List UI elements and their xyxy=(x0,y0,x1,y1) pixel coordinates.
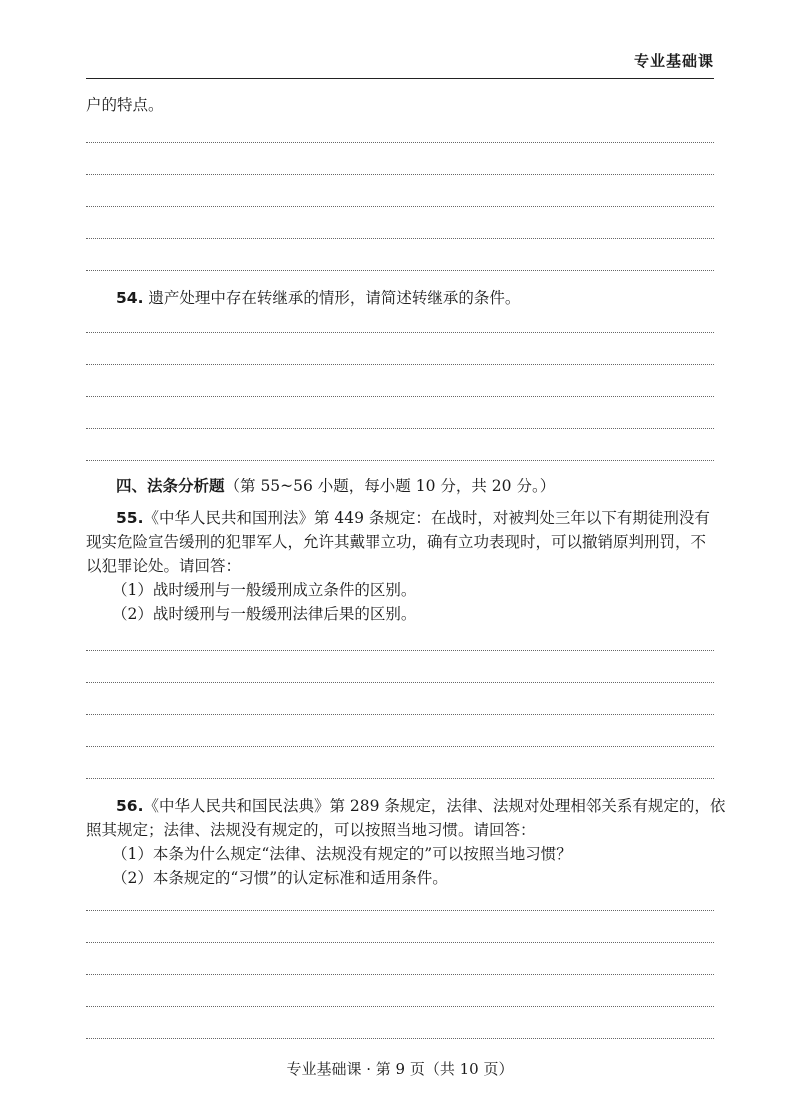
answer-line[interactable] xyxy=(86,174,714,175)
answer-line[interactable] xyxy=(86,942,714,943)
answer-line[interactable] xyxy=(86,974,714,975)
question-55-line3: 以犯罪论处。请回答： xyxy=(86,557,242,575)
question-56-text-1: 《中华人民共和国民法典》第 289 条规定，法律、法规对处理相邻关系有规定的，依 xyxy=(143,797,726,815)
question-56-line1 xyxy=(116,796,725,816)
question-54-number: 54. xyxy=(116,289,144,307)
answer-line[interactable] xyxy=(86,270,714,271)
question-56-line2: 照其规定；法律、法规没有规定的，可以按照当地习惯。请回答： xyxy=(86,821,536,839)
answer-line[interactable] xyxy=(86,1038,714,1039)
answer-line[interactable] xyxy=(86,364,714,365)
answer-line[interactable] xyxy=(86,778,714,779)
answer-line[interactable] xyxy=(86,142,714,143)
section-4-heading xyxy=(116,476,555,496)
question-56-number: 56. xyxy=(116,797,144,815)
intro-tail-text: 户的特点。 xyxy=(86,96,164,114)
answer-line[interactable] xyxy=(86,746,714,747)
question-56-sub1: （1）本条为什么规定“法律、法规没有规定的”可以按照当地习惯？ xyxy=(112,845,572,863)
answer-line[interactable] xyxy=(86,714,714,715)
answer-line[interactable] xyxy=(86,650,714,651)
question-54-text: 遗产处理中存在转继承的情形，请简述转继承的条件。 xyxy=(148,289,521,307)
answer-line[interactable] xyxy=(86,206,714,207)
header-title: 专业基础课 xyxy=(633,52,714,70)
question-55-text-1: 《中华人民共和国刑法》第 449 条规定：在战时，对被判处三年以下有期徒刑没有 xyxy=(143,509,710,527)
section-4-title: 四、法条分析题 xyxy=(116,477,225,495)
page-footer: 专业基础课 · 第 9 页（共 10 页） xyxy=(286,1060,514,1078)
question-55-line2: 现实危险宣告缓刑的犯罪军人，允许其戴罪立功，确有立功表现时，可以撤销原判刑罚，不 xyxy=(86,533,707,551)
question-55-sub1: （1）战时缓刑与一般缓刑成立条件的区别。 xyxy=(112,581,417,599)
question-55-number: 55. xyxy=(116,509,144,527)
answer-line[interactable] xyxy=(86,332,714,333)
answer-line[interactable] xyxy=(86,1006,714,1007)
answer-line[interactable] xyxy=(86,238,714,239)
answer-line[interactable] xyxy=(86,428,714,429)
question-54 xyxy=(116,288,520,308)
question-56-sub2: （2）本条规定的“习惯”的认定标准和适用条件。 xyxy=(112,869,448,887)
answer-line[interactable] xyxy=(86,460,714,461)
answer-line[interactable] xyxy=(86,396,714,397)
answer-line[interactable] xyxy=(86,910,714,911)
question-55-sub2: （2）战时缓刑与一般缓刑法律后果的区别。 xyxy=(112,605,417,623)
section-4-note: （第 55~56 小题，每小题 10 分，共 20 分。） xyxy=(224,477,556,495)
header-rule xyxy=(86,78,714,79)
question-55-line1 xyxy=(116,508,710,528)
answer-line[interactable] xyxy=(86,682,714,683)
